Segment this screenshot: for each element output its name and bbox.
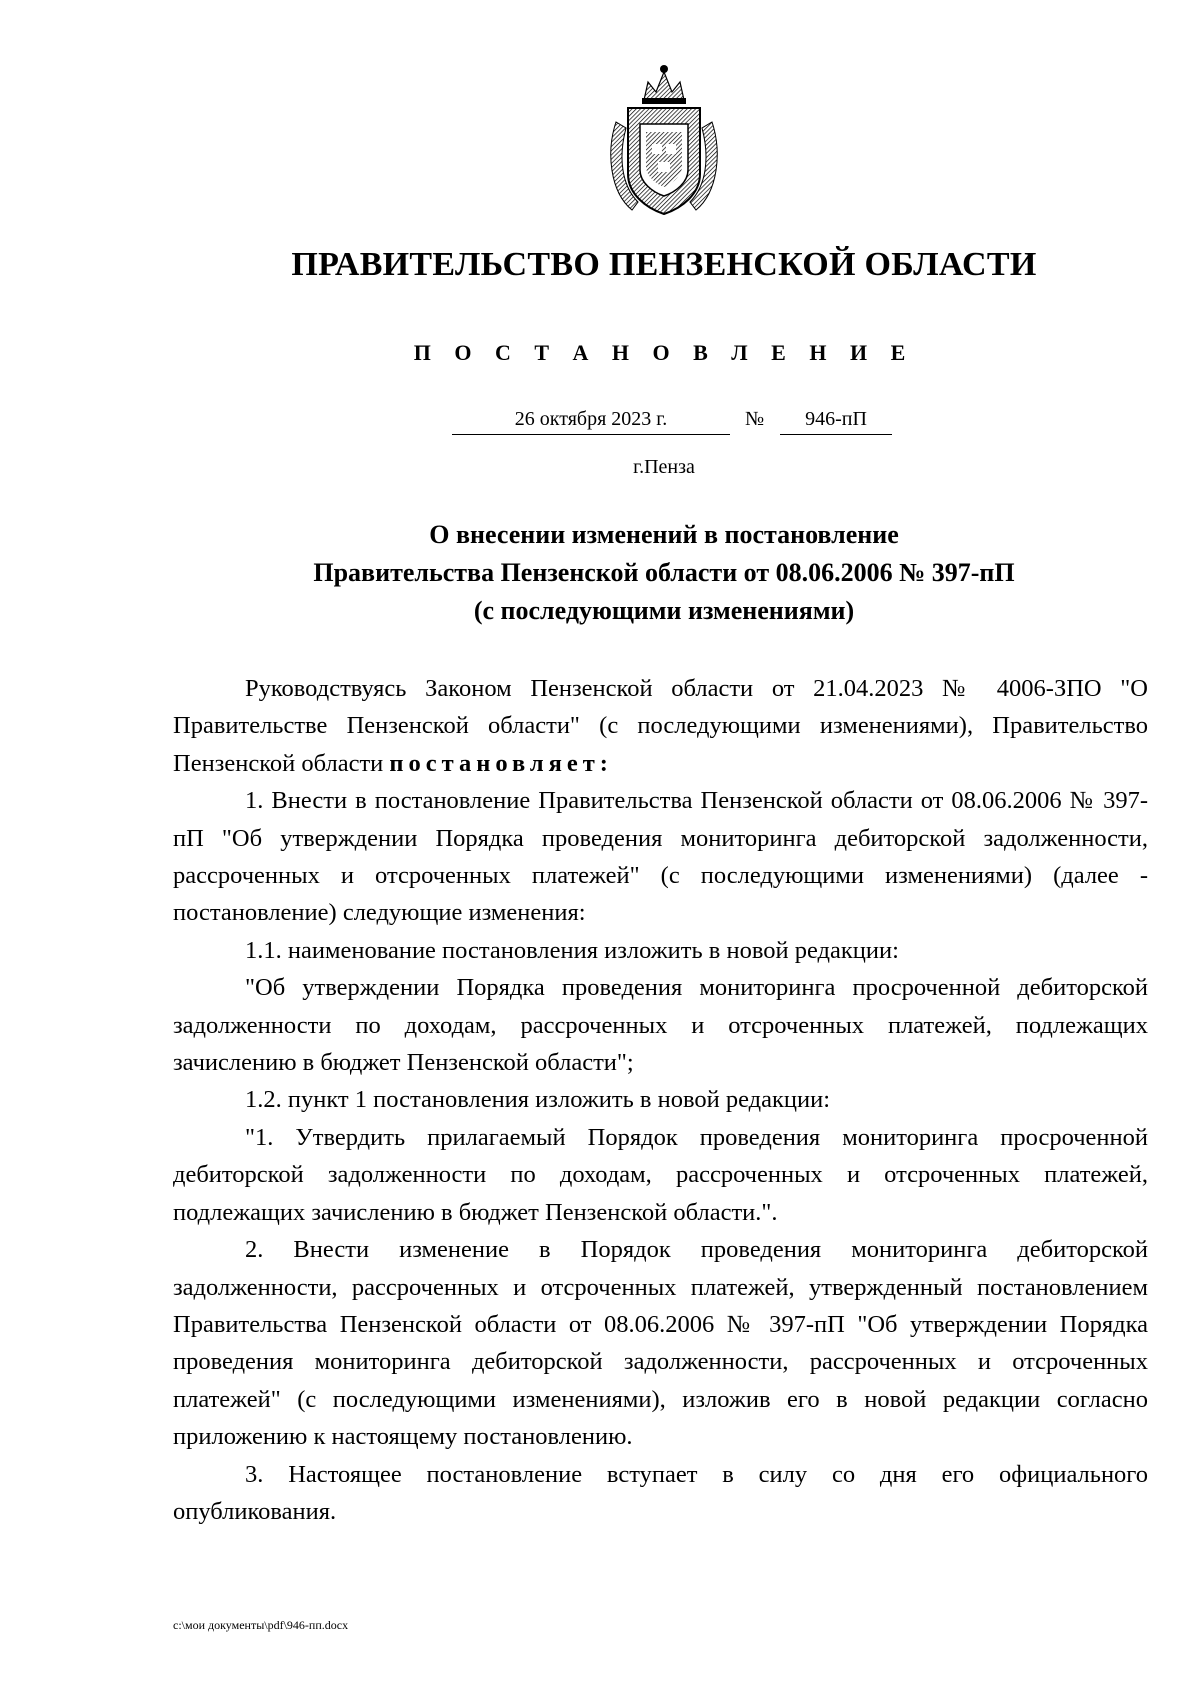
coat-of-arms-emblem: [602, 62, 726, 220]
subject-line: (с последующими изменениями): [473, 596, 855, 625]
decree-body: [173, 670, 1148, 1530]
number-sign: №: [745, 408, 765, 430]
document-type: П О С Т А Н О В Л Е Н И Е: [413, 340, 915, 365]
paragraph-1-2-text: "1. Утвердить прилагаемый Порядок проведения мониторинга просроченной дебиторской задолженности по доходам, рассроченных и отсроченных платежей, подлежащих зачислению в бюджет Пензенской области.".: [173, 1123, 1148, 1226]
subject-line: Правительства Пензенской области от 08.06.2006 № 397-пП: [313, 558, 1015, 587]
decree-date: 26 октября 2023 г.: [452, 407, 730, 435]
preamble-text: Руководствуясь Законом Пензенской области от 21.04.2023 № 4006-ЗПО "О Правительстве Пензенской области" (с последующими изменениями), Правительство Пензенской области: [173, 675, 1148, 777]
paragraph-1-1: 1.1. наименование постановления изложить в новой редакции:: [245, 936, 899, 964]
file-path-footer: c:\мои документы\pdf\946-пп.docx: [173, 1618, 349, 1632]
preamble-paragraph: [173, 670, 1148, 782]
paragraph-1-2: 1.2. пункт 1 постановления изложить в новой редакции:: [245, 1086, 831, 1114]
paragraph-1-1-text: "Об утверждении Порядка проведения мониторинга просроченной дебиторской задолженности по доходам, рассроченных и отсроченных платежей, подлежащих зачислению в бюджет Пензенской области";: [173, 974, 1148, 1077]
decree-subject: [250, 516, 1078, 630]
paragraph-1: 1. Внести в постановление Правительства Пензенской области от 08.06.2006 № 397-пП "Об утверждении Порядка проведения мониторинга дебиторской задолженности, рассроченных и отсроченных платежей" (с последующими изменениями) (далее - постановление) следующие изменения:: [173, 787, 1148, 927]
paragraph-2: 2. Внести изменение в Порядок проведения мониторинга дебиторской задолженности, рассроченных и отсроченных платежей, утвержденный постановлением Правительства Пензенской области от 08.06.2006 № 397-пП "Об утверждении Порядка проведения мониторинга дебиторской задолженности, рассроченных и отсроченных платежей" (с последующими изменениями), изложив его в новой редакции согласно приложению к настоящему постановлению.: [173, 1236, 1148, 1451]
government-title: ПРАВИТЕЛЬСТВО ПЕНЗЕНСКОЙ ОБЛАСТИ: [291, 246, 1037, 283]
subject-line: О внесении изменений в постановление: [429, 520, 899, 549]
decrees-word: постановляет:: [389, 749, 613, 777]
decree-number: 946-пП: [780, 407, 892, 435]
city: г.Пенза: [633, 456, 695, 478]
paragraph-3: 3. Настоящее постановление вступает в силу со дня его официального опубликования.: [173, 1460, 1148, 1525]
